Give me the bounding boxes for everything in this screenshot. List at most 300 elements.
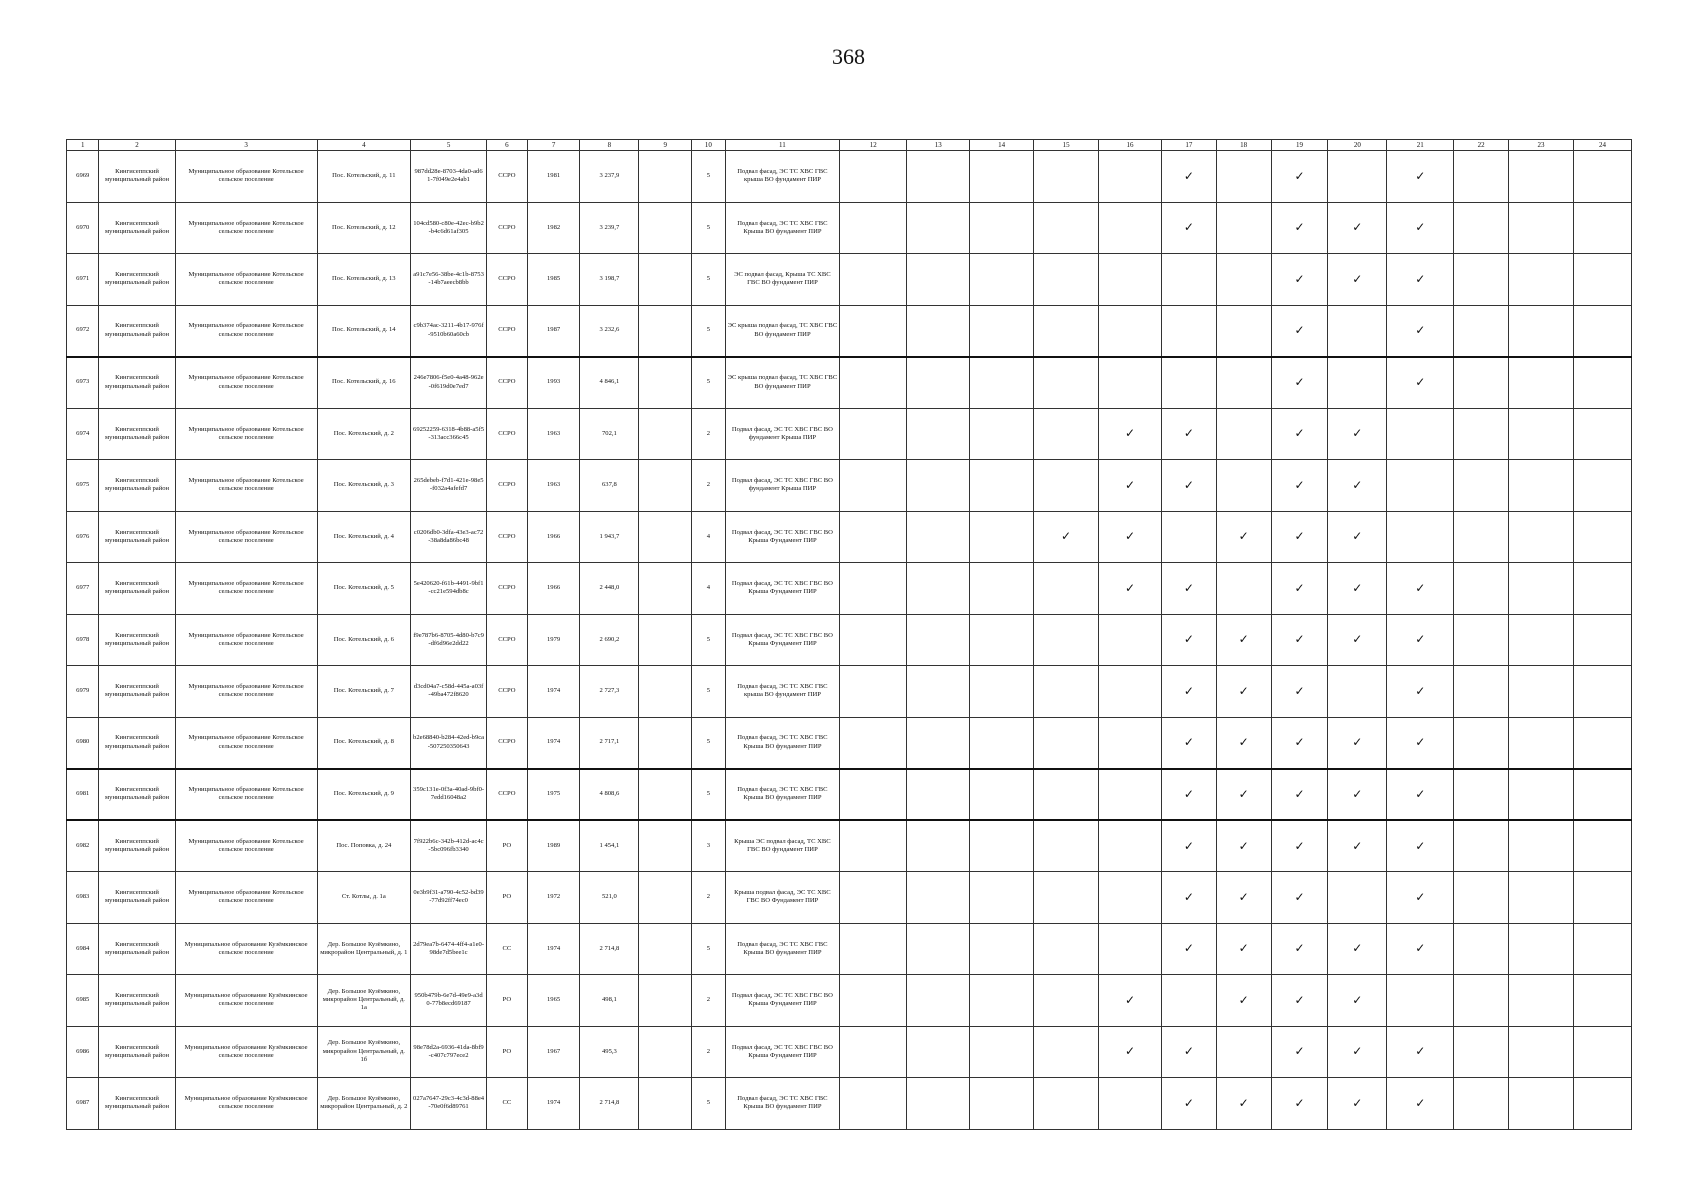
check-cell-col-20 bbox=[1328, 305, 1387, 357]
check-cell-col-24 bbox=[1574, 923, 1632, 975]
check-mark-icon: ✓ bbox=[1352, 426, 1363, 441]
check-cell-col-23 bbox=[1509, 357, 1574, 409]
column-header-22: 22 bbox=[1454, 140, 1509, 151]
check-cell-col-12 bbox=[840, 254, 907, 306]
check-cell-col-19 bbox=[1271, 563, 1328, 615]
check-cell-col-15 bbox=[1034, 511, 1099, 563]
row-number-cell: 6976 bbox=[67, 511, 99, 563]
check-mark-icon: ✓ bbox=[1294, 477, 1305, 492]
type-cell: ССРО bbox=[487, 666, 528, 718]
check-cell-col-16 bbox=[1099, 357, 1162, 409]
row-number-cell: 6969 bbox=[67, 151, 99, 203]
floors-cell: 5 bbox=[692, 1078, 725, 1130]
check-cell-col-14 bbox=[970, 305, 1034, 357]
area-cell: 3 237,9 bbox=[580, 151, 639, 203]
check-cell-col-20 bbox=[1328, 923, 1387, 975]
check-cell-col-14 bbox=[970, 1026, 1034, 1078]
check-cell-col-17 bbox=[1161, 563, 1216, 615]
check-cell-col-12 bbox=[840, 305, 907, 357]
year-cell: 1974 bbox=[527, 666, 580, 718]
check-mark-icon: ✓ bbox=[1294, 786, 1305, 801]
works-cell: Подвал фасад, ЭС ТС ХВС ГВС Крыша ВО фундамент ПИР bbox=[725, 769, 840, 821]
column-9-cell bbox=[639, 717, 692, 769]
check-mark-icon: ✓ bbox=[1415, 838, 1426, 853]
check-mark-icon: ✓ bbox=[1294, 838, 1305, 853]
check-cell-col-22 bbox=[1454, 254, 1509, 306]
check-mark-icon: ✓ bbox=[1294, 580, 1305, 595]
row-number-cell: 6980 bbox=[67, 717, 99, 769]
check-cell-col-12 bbox=[840, 357, 907, 409]
district-cell: Кингисеппский муниципальный район bbox=[99, 975, 175, 1027]
works-cell: Подвал фасад, ЭС ТС ХВС ГВС ВО Крыша Фундамент ПИР bbox=[725, 614, 840, 666]
check-cell-col-17 bbox=[1161, 975, 1216, 1027]
type-cell: ССРО bbox=[487, 357, 528, 409]
check-cell-col-13 bbox=[907, 975, 970, 1027]
column-header-7: 7 bbox=[527, 140, 580, 151]
table-row bbox=[67, 357, 1632, 409]
check-cell-col-22 bbox=[1454, 769, 1509, 821]
check-cell-col-14 bbox=[970, 563, 1034, 615]
check-cell-col-18 bbox=[1216, 872, 1271, 924]
district-cell: Кингисеппский муниципальный район bbox=[99, 717, 175, 769]
column-9-cell bbox=[639, 769, 692, 821]
check-cell-col-17 bbox=[1161, 460, 1216, 512]
check-cell-col-12 bbox=[840, 202, 907, 254]
check-cell-col-24 bbox=[1574, 408, 1632, 460]
check-cell-col-16 bbox=[1099, 151, 1162, 203]
year-cell: 1981 bbox=[527, 151, 580, 203]
building-id-cell: c9b374ac-3211-4b17-976f-9510b60a60cb bbox=[411, 305, 487, 357]
check-cell-col-18 bbox=[1216, 820, 1271, 872]
district-cell: Кингисеппский муниципальный район bbox=[99, 511, 175, 563]
check-cell-col-16 bbox=[1099, 408, 1162, 460]
check-cell-col-12 bbox=[840, 408, 907, 460]
district-cell: Кингисеппский муниципальный район bbox=[99, 923, 175, 975]
type-cell: ССРО bbox=[487, 254, 528, 306]
row-number-cell: 6986 bbox=[67, 1026, 99, 1078]
check-cell-col-17 bbox=[1161, 717, 1216, 769]
check-mark-icon: ✓ bbox=[1294, 426, 1305, 441]
column-9-cell bbox=[639, 460, 692, 512]
check-cell-col-17 bbox=[1161, 305, 1216, 357]
check-cell-col-21 bbox=[1387, 769, 1454, 821]
check-mark-icon: ✓ bbox=[1183, 683, 1194, 698]
address-cell: Пос. Поповка, д. 24 bbox=[317, 820, 410, 872]
type-cell: ССРО bbox=[487, 614, 528, 666]
check-cell-col-24 bbox=[1574, 202, 1632, 254]
check-cell-col-14 bbox=[970, 614, 1034, 666]
table-row bbox=[67, 717, 1632, 769]
check-cell-col-24 bbox=[1574, 872, 1632, 924]
check-cell-col-18 bbox=[1216, 511, 1271, 563]
row-number-cell: 6982 bbox=[67, 820, 99, 872]
address-cell: Пос. Котельский, д. 16 bbox=[317, 357, 410, 409]
column-header-11: 11 bbox=[725, 140, 840, 151]
check-mark-icon: ✓ bbox=[1183, 426, 1194, 441]
check-cell-col-23 bbox=[1509, 820, 1574, 872]
table-row bbox=[67, 511, 1632, 563]
column-header-8: 8 bbox=[580, 140, 639, 151]
row-number-cell: 6974 bbox=[67, 408, 99, 460]
column-header-12: 12 bbox=[840, 140, 907, 151]
check-cell-col-22 bbox=[1454, 872, 1509, 924]
check-cell-col-20 bbox=[1328, 614, 1387, 666]
works-cell: Подвал фасад, ЭС ТС ХВС ГВС ВО Крыша Фундамент ПИР bbox=[725, 511, 840, 563]
check-cell-col-13 bbox=[907, 769, 970, 821]
check-cell-col-13 bbox=[907, 820, 970, 872]
type-cell: ССРО bbox=[487, 460, 528, 512]
floors-cell: 4 bbox=[692, 511, 725, 563]
row-number-cell: 6970 bbox=[67, 202, 99, 254]
floors-cell: 5 bbox=[692, 666, 725, 718]
check-cell-col-12 bbox=[840, 872, 907, 924]
check-cell-col-13 bbox=[907, 357, 970, 409]
check-mark-icon: ✓ bbox=[1124, 580, 1136, 595]
column-header-23: 23 bbox=[1509, 140, 1574, 151]
check-cell-col-20 bbox=[1328, 563, 1387, 615]
check-cell-col-18 bbox=[1216, 305, 1271, 357]
municipality-cell: Муниципальное образование Кузёмкинское сельское поселение bbox=[175, 923, 317, 975]
type-cell: ССРО bbox=[487, 305, 528, 357]
check-cell-col-19 bbox=[1271, 666, 1328, 718]
check-mark-icon: ✓ bbox=[1183, 735, 1194, 749]
area-cell: 1 454,1 bbox=[580, 820, 639, 872]
address-cell: Дер. Большое Кузёмкино, микрорайон Центральный, д. 1а bbox=[317, 975, 410, 1027]
check-cell-col-19 bbox=[1271, 820, 1328, 872]
check-cell-col-20 bbox=[1328, 460, 1387, 512]
check-cell-col-23 bbox=[1509, 872, 1574, 924]
year-cell: 1974 bbox=[527, 1078, 580, 1130]
check-mark-icon: ✓ bbox=[1294, 941, 1305, 956]
check-cell-col-24 bbox=[1574, 460, 1632, 512]
type-cell: РО bbox=[487, 975, 528, 1027]
check-cell-col-21 bbox=[1387, 820, 1454, 872]
municipality-cell: Муниципальное образование Котельское сельское поселение bbox=[175, 820, 317, 872]
row-number-cell: 6973 bbox=[67, 357, 99, 409]
column-9-cell bbox=[639, 408, 692, 460]
column-header-21: 21 bbox=[1387, 140, 1454, 151]
floors-cell: 2 bbox=[692, 408, 725, 460]
check-cell-col-17 bbox=[1161, 151, 1216, 203]
building-id-cell: d3cd04a7-c58d-445a-a03f-49ba472f8620 bbox=[411, 666, 487, 718]
check-cell-col-24 bbox=[1574, 305, 1632, 357]
check-mark-icon: ✓ bbox=[1238, 838, 1249, 853]
check-cell-col-17 bbox=[1161, 408, 1216, 460]
check-cell-col-15 bbox=[1034, 151, 1099, 203]
check-cell-col-23 bbox=[1509, 1026, 1574, 1078]
check-cell-col-15 bbox=[1034, 1078, 1099, 1130]
check-cell-col-13 bbox=[907, 202, 970, 254]
check-mark-icon: ✓ bbox=[1415, 323, 1426, 337]
building-id-cell: 987dd28e-8703-4da0-ad61-7f049e2e4ab1 bbox=[411, 151, 487, 203]
building-id-cell: b2e68840-b284-42ed-b9ca-507250350643 bbox=[411, 717, 487, 769]
check-cell-col-24 bbox=[1574, 357, 1632, 409]
check-mark-icon: ✓ bbox=[1183, 1044, 1194, 1059]
row-number-cell: 6971 bbox=[67, 254, 99, 306]
check-mark-icon: ✓ bbox=[1294, 1044, 1305, 1059]
column-9-cell bbox=[639, 254, 692, 306]
check-cell-col-21 bbox=[1387, 975, 1454, 1027]
year-cell: 1979 bbox=[527, 614, 580, 666]
check-cell-col-20 bbox=[1328, 1078, 1387, 1130]
check-cell-col-15 bbox=[1034, 717, 1099, 769]
column-header-5: 5 bbox=[411, 140, 487, 151]
works-cell: Подвал фасад, ЭС ТС ХВС ГВС Крыша ВО фундамент ПИР bbox=[725, 717, 840, 769]
building-id-cell: 5e420620-f61b-4491-9bf1-cc21e594db8c bbox=[411, 563, 487, 615]
column-9-cell bbox=[639, 1026, 692, 1078]
check-mark-icon: ✓ bbox=[1124, 529, 1136, 544]
check-cell-col-22 bbox=[1454, 1026, 1509, 1078]
check-cell-col-21 bbox=[1387, 1026, 1454, 1078]
check-cell-col-17 bbox=[1161, 666, 1216, 718]
check-cell-col-16 bbox=[1099, 1026, 1162, 1078]
column-9-cell bbox=[639, 511, 692, 563]
column-9-cell bbox=[639, 872, 692, 924]
year-cell: 1966 bbox=[527, 563, 580, 615]
check-cell-col-20 bbox=[1328, 202, 1387, 254]
check-cell-col-21 bbox=[1387, 408, 1454, 460]
check-mark-icon: ✓ bbox=[1415, 1095, 1426, 1110]
check-mark-icon: ✓ bbox=[1183, 838, 1194, 853]
check-cell-col-13 bbox=[907, 460, 970, 512]
building-id-cell: 69252259-6318-4b88-a5f5-313acc366c45 bbox=[411, 408, 487, 460]
type-cell: РО bbox=[487, 1026, 528, 1078]
check-cell-col-14 bbox=[970, 408, 1034, 460]
address-cell: Пос. Котельский, д. 14 bbox=[317, 305, 410, 357]
check-cell-col-22 bbox=[1454, 820, 1509, 872]
check-cell-col-23 bbox=[1509, 666, 1574, 718]
check-cell-col-15 bbox=[1034, 923, 1099, 975]
type-cell: ССРО bbox=[487, 717, 528, 769]
check-cell-col-15 bbox=[1034, 460, 1099, 512]
check-mark-icon: ✓ bbox=[1352, 1095, 1363, 1110]
building-id-cell: c0206db0-3dfa-43e3-ac72-38a8da86bc48 bbox=[411, 511, 487, 563]
municipality-cell: Муниципальное образование Котельское сельское поселение bbox=[175, 769, 317, 821]
check-cell-col-24 bbox=[1574, 717, 1632, 769]
building-id-cell: 027a7647-29c3-4c3d-88e4-70e0f6d89761 bbox=[411, 1078, 487, 1130]
works-cell: ЭС крыша подвал фасад, ТС ХВС ГВС ВО фундамент ПИР bbox=[725, 305, 840, 357]
year-cell: 1966 bbox=[527, 511, 580, 563]
area-cell: 637,8 bbox=[580, 460, 639, 512]
check-cell-col-16 bbox=[1099, 254, 1162, 306]
row-number-cell: 6977 bbox=[67, 563, 99, 615]
check-cell-col-22 bbox=[1454, 357, 1509, 409]
municipality-cell: Муниципальное образование Котельское сельское поселение bbox=[175, 460, 317, 512]
check-mark-icon: ✓ bbox=[1294, 220, 1305, 235]
check-cell-col-16 bbox=[1099, 717, 1162, 769]
check-mark-icon: ✓ bbox=[1183, 632, 1194, 647]
check-cell-col-14 bbox=[970, 769, 1034, 821]
check-cell-col-19 bbox=[1271, 151, 1328, 203]
check-mark-icon: ✓ bbox=[1415, 220, 1426, 235]
check-cell-col-14 bbox=[970, 872, 1034, 924]
check-cell-col-19 bbox=[1271, 872, 1328, 924]
column-9-cell bbox=[639, 357, 692, 409]
check-mark-icon: ✓ bbox=[1352, 941, 1363, 956]
check-cell-col-24 bbox=[1574, 1026, 1632, 1078]
area-cell: 1 943,7 bbox=[580, 511, 639, 563]
district-cell: Кингисеппский муниципальный район bbox=[99, 769, 175, 821]
table-row bbox=[67, 563, 1632, 615]
district-cell: Кингисеппский муниципальный район bbox=[99, 151, 175, 203]
table-row bbox=[67, 1078, 1632, 1130]
check-cell-col-14 bbox=[970, 202, 1034, 254]
check-mark-icon: ✓ bbox=[1352, 632, 1363, 647]
area-cell: 4 808,6 bbox=[580, 769, 639, 821]
check-cell-col-21 bbox=[1387, 872, 1454, 924]
check-cell-col-21 bbox=[1387, 1078, 1454, 1130]
check-cell-col-20 bbox=[1328, 254, 1387, 306]
check-cell-col-23 bbox=[1509, 460, 1574, 512]
type-cell: ССРО bbox=[487, 408, 528, 460]
address-cell: Пос. Котельский, д. 13 bbox=[317, 254, 410, 306]
check-mark-icon: ✓ bbox=[1415, 632, 1426, 647]
works-cell: Крыша ЭС подвал фасад, ТС ХВС ГВС ВО фундамент ПИР bbox=[725, 820, 840, 872]
works-cell: Подвал фасад, ЭС ТС ХВС ГВС Крыша ВО фундамент ПИР bbox=[725, 923, 840, 975]
check-mark-icon: ✓ bbox=[1183, 477, 1194, 492]
check-cell-col-14 bbox=[970, 254, 1034, 306]
check-cell-col-21 bbox=[1387, 923, 1454, 975]
check-cell-col-24 bbox=[1574, 614, 1632, 666]
row-number-cell: 6987 bbox=[67, 1078, 99, 1130]
check-mark-icon: ✓ bbox=[1238, 786, 1249, 801]
table-row bbox=[67, 923, 1632, 975]
check-mark-icon: ✓ bbox=[1183, 168, 1194, 183]
check-cell-col-16 bbox=[1099, 305, 1162, 357]
check-cell-col-17 bbox=[1161, 614, 1216, 666]
check-cell-col-18 bbox=[1216, 254, 1271, 306]
check-cell-col-23 bbox=[1509, 202, 1574, 254]
check-cell-col-16 bbox=[1099, 666, 1162, 718]
table-row bbox=[67, 666, 1632, 718]
check-mark-icon: ✓ bbox=[1183, 1095, 1194, 1110]
district-cell: Кингисеппский муниципальный район bbox=[99, 408, 175, 460]
check-mark-icon: ✓ bbox=[1061, 529, 1072, 544]
check-cell-col-23 bbox=[1509, 1078, 1574, 1130]
building-id-cell: 950b479b-6e7d-49e9-a3d0-77b8ecd69187 bbox=[411, 975, 487, 1027]
check-mark-icon: ✓ bbox=[1352, 1044, 1363, 1059]
area-cell: 495,3 bbox=[580, 1026, 639, 1078]
check-mark-icon: ✓ bbox=[1183, 220, 1194, 235]
check-cell-col-21 bbox=[1387, 151, 1454, 203]
floors-cell: 2 bbox=[692, 975, 725, 1027]
year-cell: 1993 bbox=[527, 357, 580, 409]
row-number-cell: 6983 bbox=[67, 872, 99, 924]
column-header-19: 19 bbox=[1271, 140, 1328, 151]
check-cell-col-19 bbox=[1271, 254, 1328, 306]
check-cell-col-16 bbox=[1099, 769, 1162, 821]
check-cell-col-22 bbox=[1454, 202, 1509, 254]
check-cell-col-19 bbox=[1271, 1078, 1328, 1130]
check-mark-icon: ✓ bbox=[1238, 889, 1249, 904]
building-id-cell: 98e78d2a-6936-41da-8bf9-c407c797ece2 bbox=[411, 1026, 487, 1078]
year-cell: 1982 bbox=[527, 202, 580, 254]
check-cell-col-17 bbox=[1161, 769, 1216, 821]
check-cell-col-16 bbox=[1099, 202, 1162, 254]
type-cell: РО bbox=[487, 820, 528, 872]
check-cell-col-15 bbox=[1034, 357, 1099, 409]
check-cell-col-18 bbox=[1216, 202, 1271, 254]
table-body bbox=[67, 151, 1632, 1130]
check-mark-icon: ✓ bbox=[1352, 992, 1363, 1007]
floors-cell: 5 bbox=[692, 614, 725, 666]
building-id-cell: 265debeb-f7d1-421e-98e5-f032a4afefd7 bbox=[411, 460, 487, 512]
check-cell-col-20 bbox=[1328, 872, 1387, 924]
column-header-15: 15 bbox=[1034, 140, 1099, 151]
check-cell-col-15 bbox=[1034, 769, 1099, 821]
check-cell-col-12 bbox=[840, 460, 907, 512]
row-number-cell: 6981 bbox=[67, 769, 99, 821]
year-cell: 1963 bbox=[527, 408, 580, 460]
floors-cell: 2 bbox=[692, 1026, 725, 1078]
column-header-2: 2 bbox=[99, 140, 175, 151]
check-cell-col-12 bbox=[840, 820, 907, 872]
type-cell: ССРО bbox=[487, 151, 528, 203]
works-cell: Подвал фасад, ЭС ТС ХВС ГВС ВО Крыша Фундамент ПИР bbox=[725, 975, 840, 1027]
type-cell: ССРО bbox=[487, 202, 528, 254]
area-cell: 498,1 bbox=[580, 975, 639, 1027]
column-header-4: 4 bbox=[317, 140, 410, 151]
data-table bbox=[66, 139, 1632, 1130]
district-cell: Кингисеппский муниципальный район bbox=[99, 872, 175, 924]
floors-cell: 2 bbox=[692, 460, 725, 512]
check-cell-col-14 bbox=[970, 666, 1034, 718]
area-cell: 2 690,2 bbox=[580, 614, 639, 666]
check-cell-col-18 bbox=[1216, 408, 1271, 460]
column-header-17: 17 bbox=[1161, 140, 1216, 151]
address-cell: Ст. Котлы, д. 1а bbox=[317, 872, 410, 924]
check-cell-col-23 bbox=[1509, 305, 1574, 357]
works-cell: Подвал фасад, ЭС ТС ХВС ГВС крыша ВО фундамент ПИР bbox=[725, 151, 840, 203]
table-row bbox=[67, 820, 1632, 872]
check-mark-icon: ✓ bbox=[1352, 271, 1363, 286]
check-cell-col-19 bbox=[1271, 614, 1328, 666]
works-cell: Подвал фасад, ЭС ТС ХВС ГВС Крыша ВО фундамент ПИР bbox=[725, 202, 840, 254]
check-cell-col-12 bbox=[840, 614, 907, 666]
check-mark-icon: ✓ bbox=[1238, 632, 1249, 647]
check-cell-col-12 bbox=[840, 151, 907, 203]
check-cell-col-15 bbox=[1034, 666, 1099, 718]
municipality-cell: Муниципальное образование Котельское сельское поселение bbox=[175, 563, 317, 615]
row-number-cell: 6972 bbox=[67, 305, 99, 357]
check-cell-col-12 bbox=[840, 975, 907, 1027]
check-cell-col-21 bbox=[1387, 614, 1454, 666]
check-cell-col-24 bbox=[1574, 563, 1632, 615]
check-cell-col-15 bbox=[1034, 305, 1099, 357]
check-cell-col-15 bbox=[1034, 872, 1099, 924]
check-cell-col-19 bbox=[1271, 357, 1328, 409]
check-cell-col-12 bbox=[840, 511, 907, 563]
check-mark-icon: ✓ bbox=[1294, 992, 1305, 1007]
year-cell: 1972 bbox=[527, 872, 580, 924]
area-cell: 2 714,8 bbox=[580, 1078, 639, 1130]
works-cell: Подвал фасад, ЭС ТС ХВС ГВС ВО Крыша Фундамент ПИР bbox=[725, 1026, 840, 1078]
address-cell: Дер. Большое Кузёмкино, микрорайон Центральный, д. 2 bbox=[317, 1078, 410, 1130]
building-id-cell: 0e3b9f31-a790-4c52-bd39-77d92ff74ec0 bbox=[411, 872, 487, 924]
check-cell-col-18 bbox=[1216, 975, 1271, 1027]
check-mark-icon: ✓ bbox=[1294, 529, 1305, 544]
type-cell: РО bbox=[487, 872, 528, 924]
check-cell-col-19 bbox=[1271, 717, 1328, 769]
check-mark-icon: ✓ bbox=[1183, 941, 1194, 956]
check-cell-col-19 bbox=[1271, 460, 1328, 512]
check-cell-col-20 bbox=[1328, 408, 1387, 460]
check-cell-col-14 bbox=[970, 151, 1034, 203]
check-cell-col-12 bbox=[840, 769, 907, 821]
building-id-cell: 359c131e-0f3a-40ad-9bf0-7edd16048a2 bbox=[411, 769, 487, 821]
address-cell: Пос. Котельский, д. 2 bbox=[317, 408, 410, 460]
check-cell-col-22 bbox=[1454, 511, 1509, 563]
